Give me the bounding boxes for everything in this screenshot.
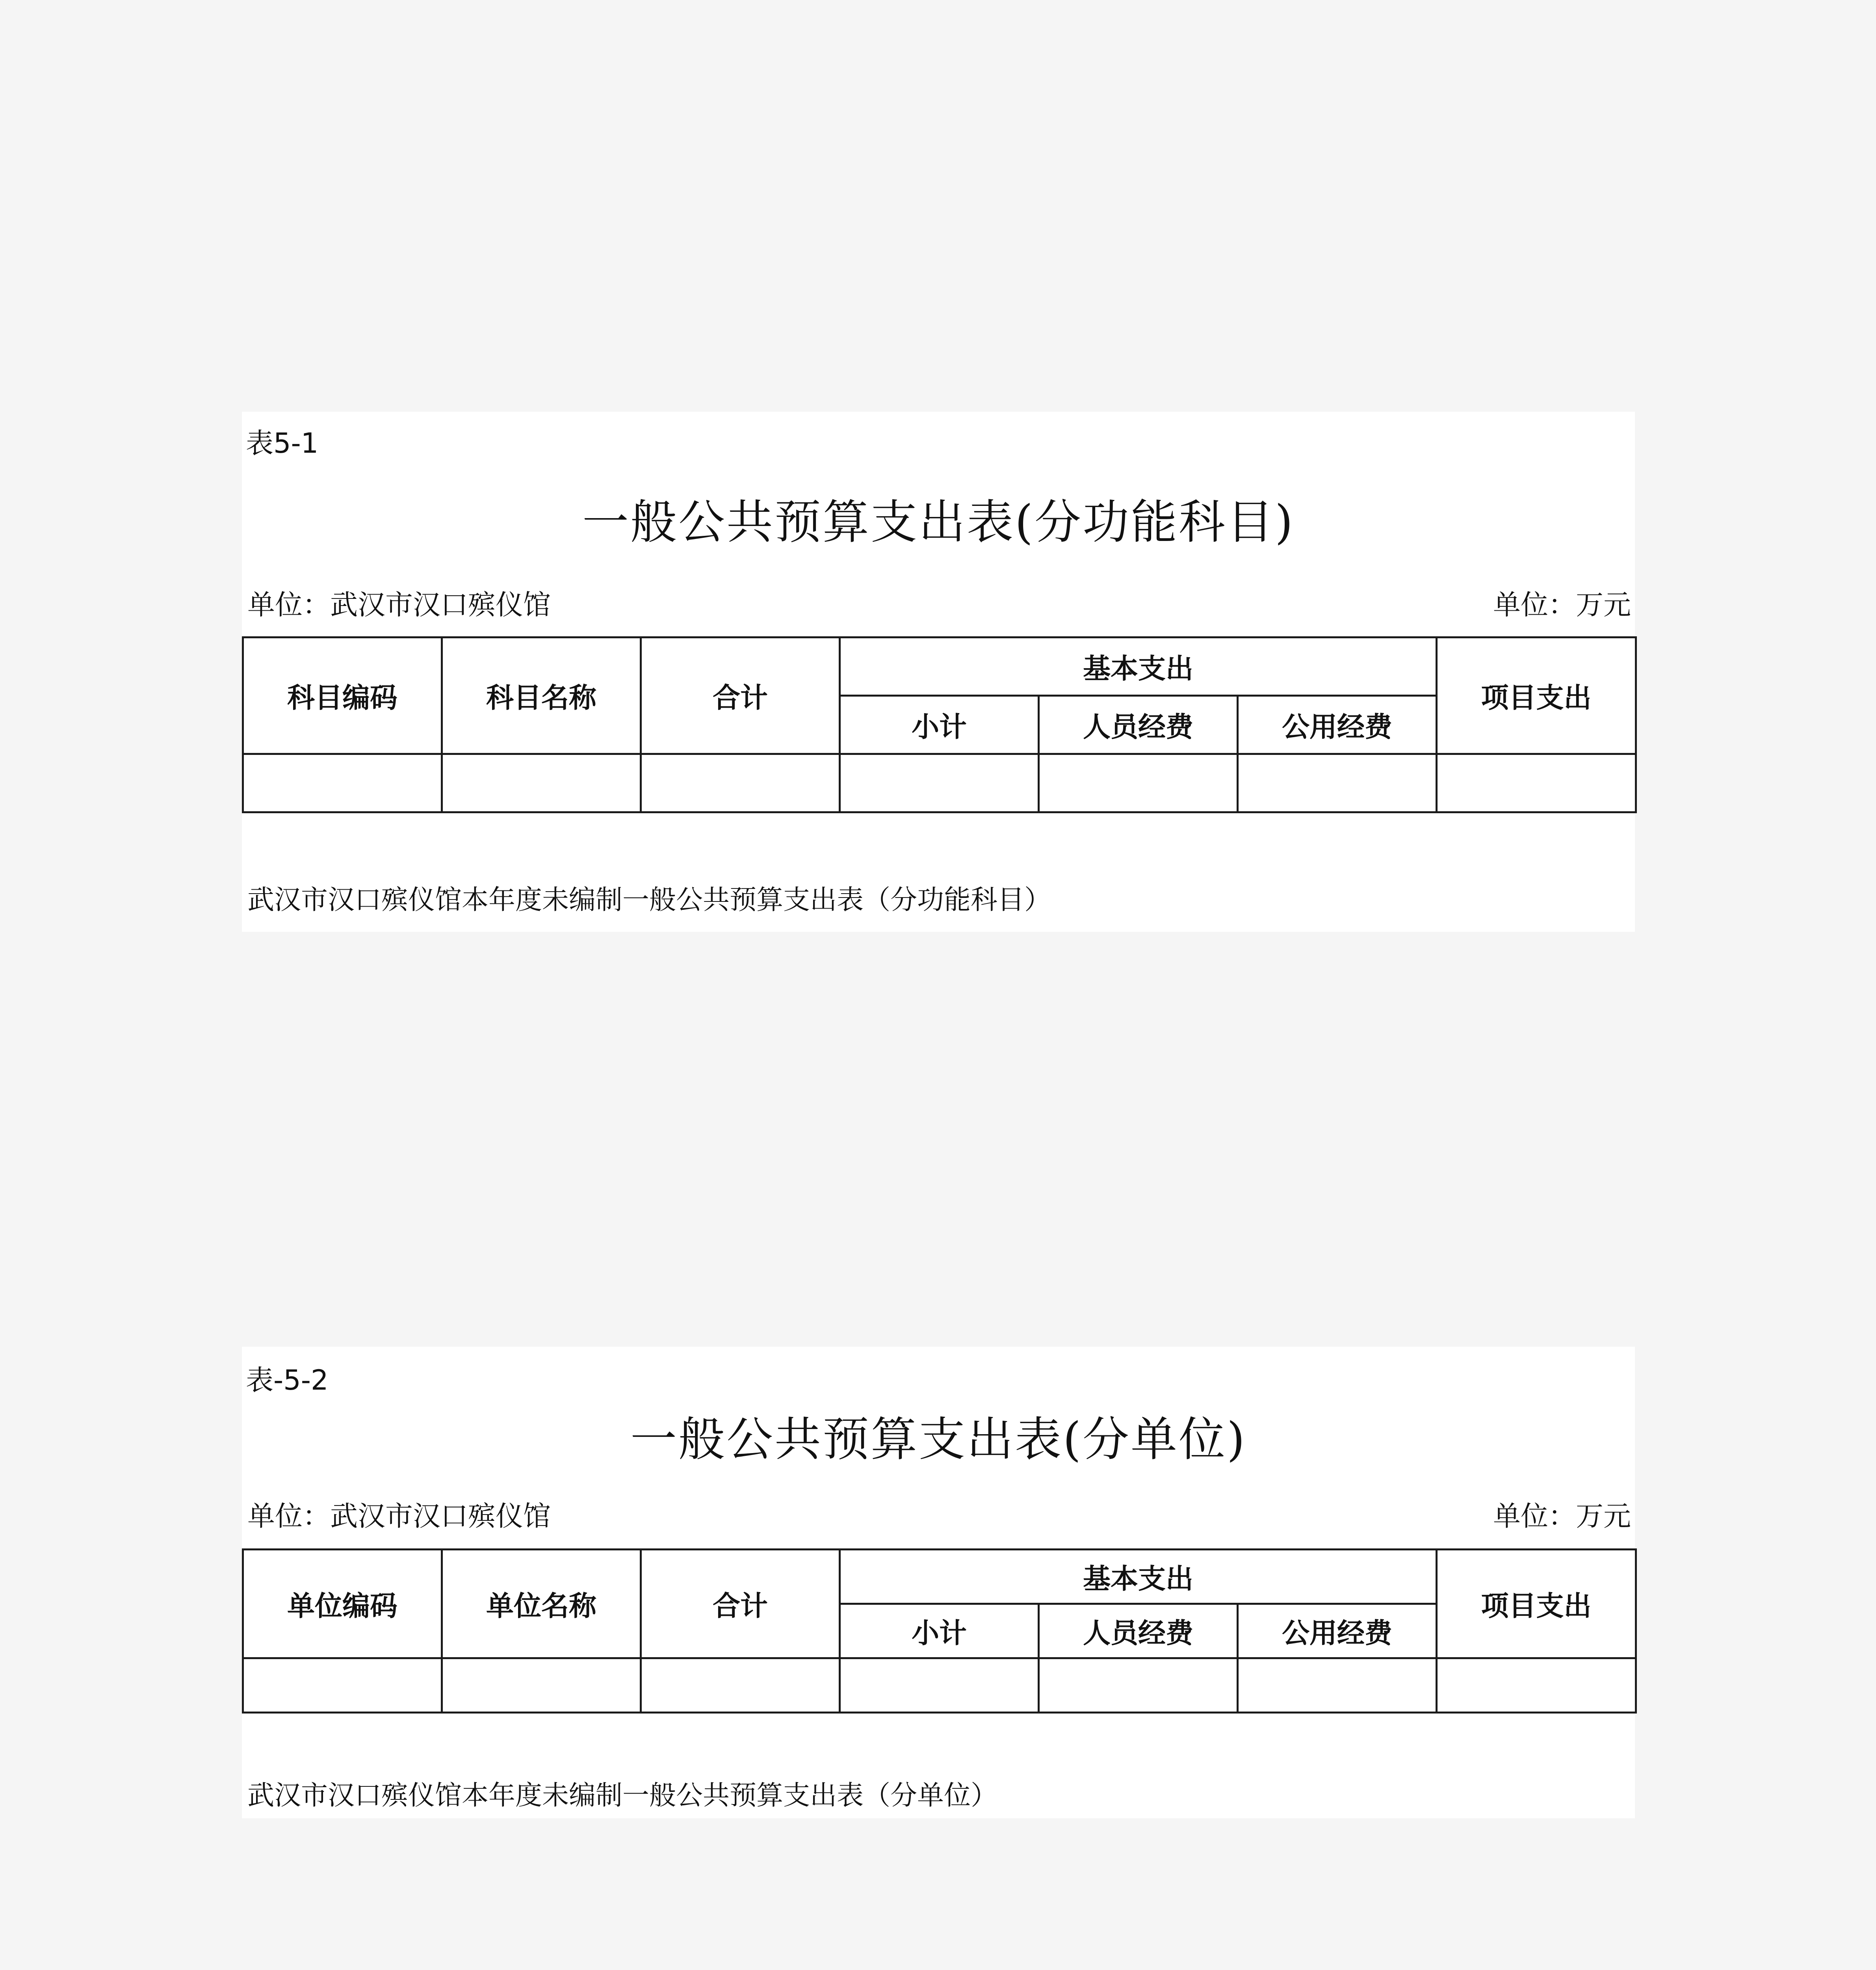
table-cell bbox=[442, 1658, 641, 1713]
table-cell bbox=[1039, 1658, 1238, 1713]
header-total: 合计 bbox=[641, 1550, 840, 1658]
table-note: 武汉市汉口殡仪馆本年度未编制一般公共预算支出表（分功能科目） bbox=[247, 885, 1051, 916]
header-unit-name: 单位名称 bbox=[442, 1550, 641, 1658]
header-personnel-cost: 人员经费 bbox=[1039, 1604, 1238, 1658]
table-cell bbox=[1437, 1658, 1636, 1713]
table-title: 一般公共预算支出表(分单位) bbox=[630, 1412, 1247, 1466]
table-cell bbox=[840, 754, 1039, 812]
table-cell bbox=[442, 754, 641, 812]
header-public-cost: 公用经费 bbox=[1238, 1604, 1437, 1658]
table-code: 表-5-2 bbox=[246, 1364, 329, 1396]
table-code: 表5-1 bbox=[246, 427, 319, 459]
budget-table-panel-unit bbox=[242, 1347, 1635, 1818]
header-personnel-cost: 人员经费 bbox=[1039, 696, 1238, 754]
unit-currency: 单位：万元 bbox=[1493, 589, 1631, 621]
table-cell bbox=[1238, 1658, 1437, 1713]
header-public-cost: 公用经费 bbox=[1238, 696, 1437, 754]
header-total: 合计 bbox=[641, 637, 840, 754]
header-project-expenditure: 项目支出 bbox=[1437, 1550, 1636, 1658]
table-row bbox=[243, 754, 1636, 812]
table-note: 武汉市汉口殡仪馆本年度未编制一般公共预算支出表（分单位） bbox=[247, 1780, 998, 1811]
table-row bbox=[243, 1658, 1636, 1713]
unit-currency: 单位：万元 bbox=[1493, 1500, 1631, 1532]
header-unit-code: 单位编码 bbox=[243, 1550, 442, 1658]
table-title: 一般公共预算支出表(分功能科目) bbox=[582, 495, 1295, 549]
header-project-expenditure: 项目支出 bbox=[1437, 637, 1636, 754]
header-subtotal: 小计 bbox=[840, 696, 1039, 754]
header-subject-name: 科目名称 bbox=[442, 637, 641, 754]
table-cell bbox=[243, 1658, 442, 1713]
budget-table bbox=[242, 1548, 1637, 1714]
header-subtotal: 小计 bbox=[840, 1604, 1039, 1658]
table-cell bbox=[243, 754, 442, 812]
unit-organization: 单位：武汉市汉口殡仪馆 bbox=[247, 1500, 551, 1532]
table-cell bbox=[641, 1658, 840, 1713]
unit-organization: 单位：武汉市汉口殡仪馆 bbox=[247, 589, 551, 621]
table-cell bbox=[1039, 754, 1238, 812]
table-cell bbox=[1238, 754, 1437, 812]
table-cell bbox=[1437, 754, 1636, 812]
header-subject-code: 科目编码 bbox=[243, 637, 442, 754]
table-cell bbox=[840, 1658, 1039, 1713]
budget-table-panel-functional bbox=[242, 412, 1635, 932]
budget-table bbox=[242, 636, 1637, 813]
table-cell bbox=[641, 754, 840, 812]
header-basic-expenditure: 基本支出 bbox=[840, 637, 1437, 696]
header-basic-expenditure: 基本支出 bbox=[840, 1550, 1437, 1604]
